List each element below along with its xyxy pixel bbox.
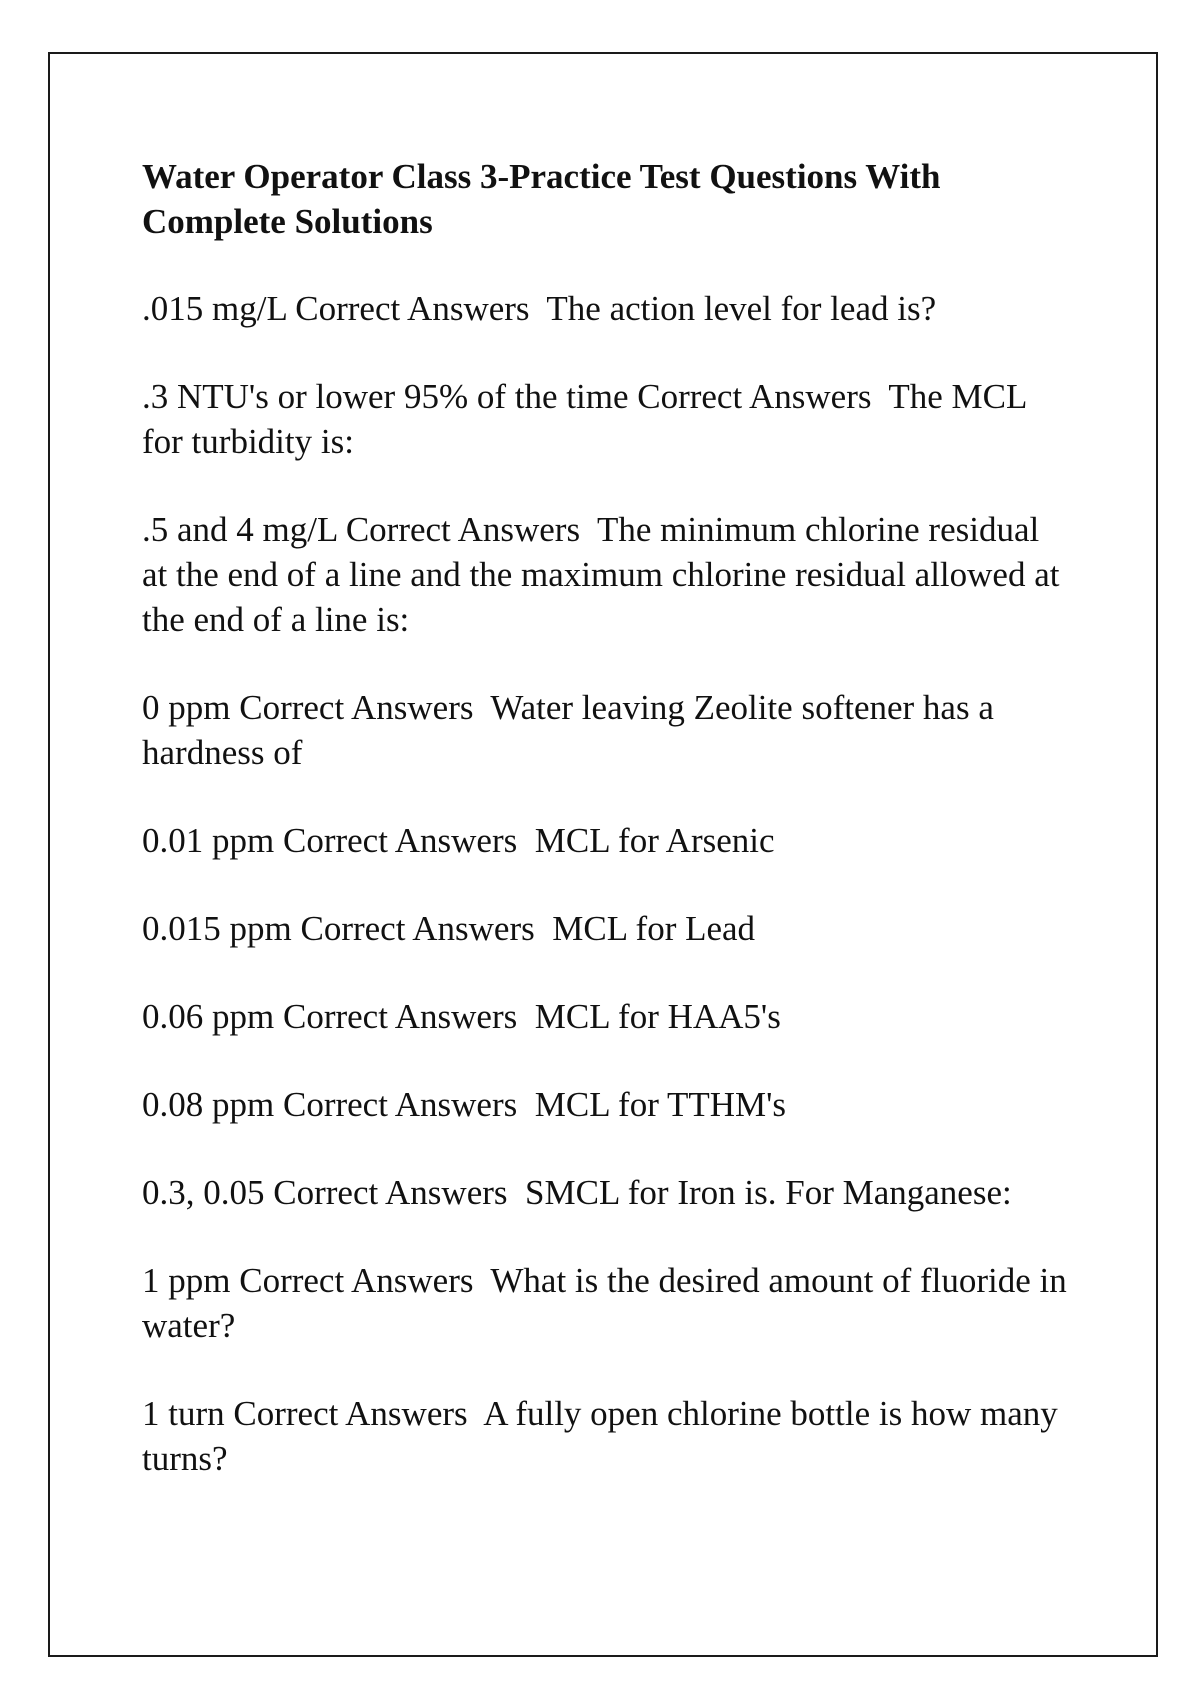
answer-text: 1 ppm — [142, 1261, 231, 1300]
question-text: SMCL for Iron is. For Manganese: — [525, 1173, 1012, 1212]
correct-answers-marker: Correct Answers — [233, 1394, 468, 1433]
answer-text: 0.08 ppm — [142, 1085, 275, 1124]
document-title: Water Operator Class 3-Practice Test Questions With Complete Solutions — [142, 157, 941, 241]
question-text: MCL for TTHM's — [534, 1085, 787, 1124]
question-text: The minimum chlorine residual at the end of a line and the maximum chlorine residual allowed at the end of a line is: — [142, 510, 1060, 639]
qa-item — [142, 1082, 1072, 1127]
qa-item — [142, 818, 1072, 863]
answer-text: .5 and 4 mg/L — [142, 510, 338, 549]
correct-answers-marker: Correct Answers — [282, 821, 518, 860]
correct-answers-marker: Correct Answers — [300, 909, 535, 948]
correct-answers-marker: Correct Answers — [295, 289, 530, 328]
correct-answers-marker: Correct Answers — [273, 1173, 508, 1212]
qa-item — [142, 906, 1072, 951]
question-text: MCL for Lead — [552, 909, 756, 948]
correct-answers-marker: Correct Answers — [239, 1261, 474, 1300]
answer-text: .015 mg/L — [142, 289, 287, 328]
correct-answers-marker: Correct Answers — [637, 377, 872, 416]
question-text: A fully open chlorine bottle is how many turns? — [142, 1394, 1058, 1478]
answer-text: 0.06 ppm — [142, 997, 275, 1036]
qa-list — [142, 286, 1072, 1481]
answer-text: .3 NTU's or lower 95% of the time — [142, 377, 629, 416]
question-text: The MCL for turbidity is: — [142, 377, 1027, 461]
qa-item — [142, 1258, 1072, 1348]
answer-text: 0 ppm — [142, 688, 231, 727]
question-text: MCL for HAA5's — [534, 997, 781, 1036]
qa-item — [142, 286, 1072, 331]
document-body — [142, 154, 1072, 1524]
qa-item — [142, 1170, 1072, 1215]
qa-item — [142, 685, 1072, 775]
question-text: What is the desired amount of fluoride in water? — [142, 1261, 1067, 1345]
qa-item — [142, 507, 1072, 642]
question-text: MCL for Arsenic — [534, 821, 775, 860]
answer-text: 0.015 ppm — [142, 909, 292, 948]
answer-text: 1 turn — [142, 1394, 225, 1433]
correct-answers-marker: Correct Answers — [282, 1085, 518, 1124]
correct-answers-marker: Correct Answers — [282, 997, 518, 1036]
correct-answers-marker: Correct Answers — [345, 510, 581, 549]
qa-item — [142, 994, 1072, 1039]
question-text: Water leaving Zeolite softener has a hardness of — [142, 688, 994, 772]
question-text: The action level for lead is? — [546, 289, 937, 328]
qa-item — [142, 374, 1072, 464]
answer-text: 0.3, 0.05 — [142, 1173, 265, 1212]
qa-item — [142, 1391, 1072, 1481]
answer-text: 0.01 ppm — [142, 821, 275, 860]
correct-answers-marker: Correct Answers — [239, 688, 474, 727]
